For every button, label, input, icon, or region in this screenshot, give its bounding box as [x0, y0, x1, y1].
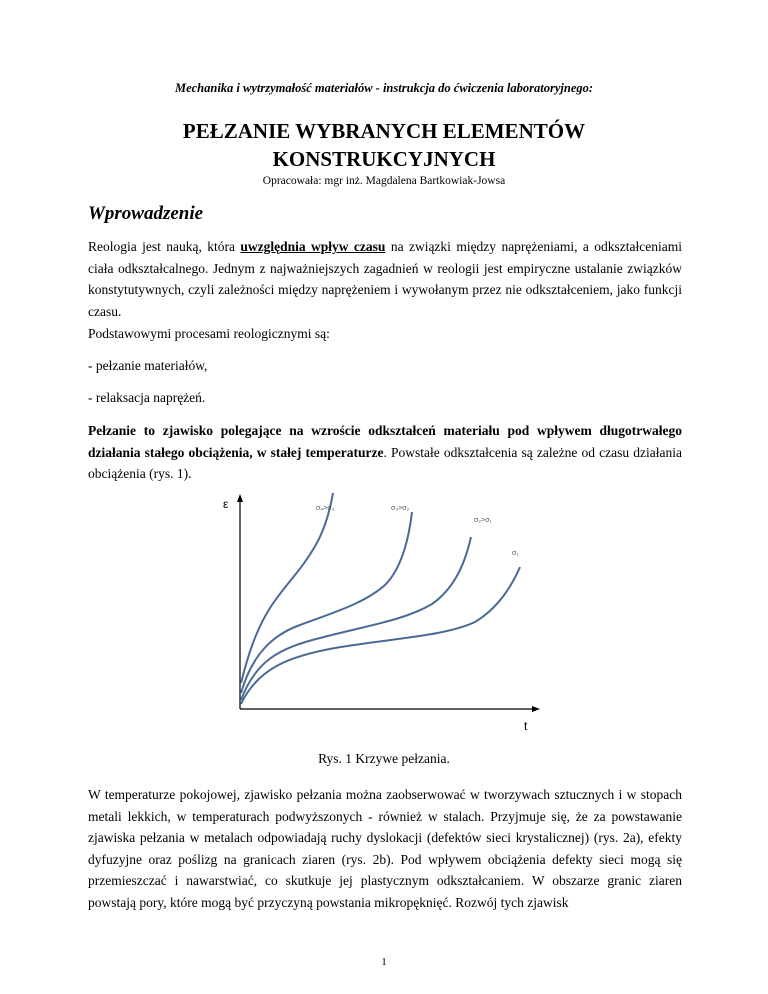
curve-label-sigma2: σ₂>σ₁: [474, 517, 492, 524]
title-line-2: KONSTRUKCYJNYCH: [272, 147, 496, 171]
author-line: Opracowała: mgr inż. Magdalena Bartkowiak-Jowsa: [262, 175, 506, 187]
intro-text-c: na związki między naprężeniami, a odkształceniami ciała odkształcalnego. Jednym z najważniejszych zagadnień w reologii jest empiryczne ustalanie związków konstytutywnych, czyli zależności między naprężeniem i wywołanym przez nie odkształceniem, jako funkcji czasu.: [88, 239, 683, 319]
curve-label-sigma1: σ₁: [512, 550, 519, 557]
curve-label-sigma4: σ₄>σ₃: [316, 505, 335, 512]
creep-curve-sigma3: [241, 512, 412, 693]
x-axis-arrow: [532, 706, 540, 712]
creep-curve-sigma2: [241, 537, 471, 700]
y-axis-label: ε: [223, 497, 229, 511]
x-axis-label: t: [524, 719, 528, 733]
creep-definition-rest: . Powstałe odkształcenia są zależne od czasu działania obciążenia (rys. 1).: [88, 444, 682, 481]
y-axis-arrow: [237, 494, 243, 502]
running-header: Mechanika i wytrzymałość materiałów - instrukcja do ćwiczenia laboratoryjnego:: [174, 81, 594, 95]
creep-curve-sigma4: [241, 493, 333, 683]
creep-definition-bold: Pełzanie to zjawisko polegające na wzroście odkształceń materiału pod wpływem długotrwałego działania stałego obciążenia, w stałej temperaturze: [88, 423, 682, 460]
figure-caption: Rys. 1 Krzywe pełzania.: [318, 751, 450, 766]
list-item-relaxation: - relaksacja naprężeń.: [88, 390, 206, 405]
section-heading: Wprowadzenie: [88, 203, 204, 224]
paragraph-temperature: W temperaturze pokojowej, zjawisko pełzania można zaobserwować w tworzywach sztucznych i w stopach metali lekkich, w temperaturach podwyższonych - również w stalach. Przyjmuje się, że za powstawanie zjawiska pełzania w metalach odpowiadają ruchy dyslokacji (defektów sieci krystalicznej) (rys. 2a), efekty dyfuzyjne oraz poślizg na granicach ziaren (rys. 2b). Pod wpływem obciążenia defekty sieci mogą się przemieszczać i nawarstwiać, co skutkuje jej plastycznym odkształcaniem. W obszarze granic ziaren powstają pory, które mogą być przyczyną powstania mikropęknięć. Rozwój tych zjawisk: [88, 787, 682, 910]
intro-emphasis: uwzględnia wpływ czasu: [240, 239, 386, 254]
list-item-creep: - pełzanie materiałów,: [88, 358, 208, 373]
title-line-1: PEŁZANIE WYBRANYCH ELEMENTÓW: [182, 119, 586, 143]
intro-text-a: Reologia jest nauką, która: [88, 239, 241, 254]
page-number: 1: [381, 956, 387, 968]
curve-label-sigma3: σ₃>σ₂: [391, 505, 410, 512]
paragraph-processes: Podstawowymi procesami reologicznymi są:: [88, 326, 330, 341]
